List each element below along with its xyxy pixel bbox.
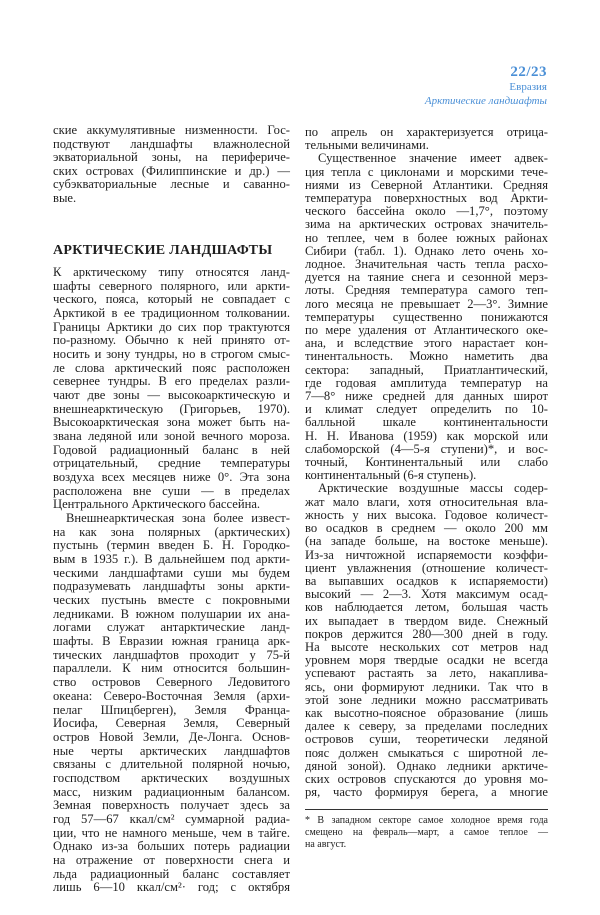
left-column-top: [53, 124, 290, 206]
text-line: ков наблюдается летом, большая часть: [305, 600, 548, 615]
right-column: [305, 126, 548, 799]
text-line: сектора: западный, Приатлантический,: [305, 362, 548, 377]
text-line: Иосифа, Северная Земля, Северный: [53, 716, 290, 731]
text-line: Арктикой в ее традиционном толковании.: [53, 306, 290, 321]
text-line: расположена вне суши — в пределах: [53, 483, 290, 498]
text-line: как высотно-поясное образование (лишь: [305, 705, 548, 720]
text-line: К арктическому типу относятся ланд-: [53, 265, 290, 279]
text-line: шафты северного полярного, или аркти-: [53, 278, 290, 293]
section-heading: АРКТИЧЕСКИЕ ЛАНДШАФТЫ: [53, 243, 273, 258]
subsection-title: Арктические ландшафты: [424, 95, 547, 107]
footnote-line: смещено на февраль—март, а самое теплое —: [305, 827, 548, 838]
text-line: тических ландшафтов проходит у 75-й: [53, 647, 290, 662]
text-line: тинентальность. Можно наметить два: [305, 349, 548, 364]
text-line: Н. Н. Иванова (1959) как морской или: [305, 428, 548, 443]
text-line: островов суши, теоретически ледяной: [305, 732, 548, 747]
text-line: далее к северу, за пределами последних: [305, 719, 548, 734]
text-line: ции, что не намного меньше, чем в тайге.: [53, 825, 290, 840]
text-line: ских островов спускаются до уровня мо-: [305, 771, 548, 786]
footnote-divider: [305, 809, 548, 810]
text-line: ческого, пояса, который не совпадает с: [53, 292, 290, 307]
text-line: ские аккумулятивные низменности. Гос-: [53, 123, 290, 137]
text-line: дуется на таяние снега и сезонной мерз-: [305, 270, 548, 285]
text-line: по мере удаления от Атлантического оке-: [305, 323, 548, 338]
text-line: ря, часто формируя берега, а многие: [305, 785, 548, 800]
text-line: этой зоне ледники можно рассматривать: [305, 692, 548, 707]
footnote-line: * В западном секторе самое холодное время года: [305, 815, 548, 826]
text-line: воздуха всех месяцев ниже 0°. Эта зона: [53, 470, 290, 485]
text-line: год 57—67 ккал/см² суммарной радиа-: [53, 811, 290, 826]
text-line: ана, и вследствие этого нарастает кон-: [305, 336, 548, 351]
text-line: ясь, они формируют ледники. Так что в: [305, 679, 548, 694]
text-line: ческого бассейна около —1,7°, поэтому: [305, 204, 548, 219]
text-line: температура поверхностных вод Аркти-: [305, 191, 548, 206]
text-line: ледниками. В южном полушарии их ана-: [53, 606, 290, 621]
text-line: ческими ландшафтами суши мы будем: [53, 565, 290, 580]
text-line: жат мало влаги, хотя относительная вла-: [305, 494, 548, 509]
text-line: лого месяца не превышает 2—3°. Зимние: [305, 296, 548, 311]
text-line: господством арктических воздушных: [53, 770, 290, 785]
text-line: Сибири (табл. 1). Однако лето очень хо-: [305, 243, 548, 258]
footnote-line: на август.: [305, 839, 347, 850]
text-line: циент увлажнения (отношение количест-: [305, 560, 548, 575]
text-line: лодное. Значительная часть тепла расхо-: [305, 257, 548, 272]
text-line: субэкваториальные лесные и саванно-: [53, 177, 290, 192]
text-line: где годовая амплитуда температур на: [305, 375, 548, 390]
text-line: ческих пустынь вместе с покровными: [53, 593, 290, 608]
text-line: звана ледяной или зоной вечного мороза.: [53, 429, 290, 444]
text-line: экваториальной зоны, на перифериче-: [53, 150, 290, 165]
text-line: ских островах (Филиппинские и др.) —: [53, 163, 290, 178]
text-line: логами служат антарктические ланд-: [53, 620, 290, 635]
text-line: ство островов Северного Ледовитого: [53, 675, 290, 690]
text-line: внешнеарктическую (Григорьев, 1970).: [53, 401, 290, 416]
text-line: лоты. Средняя температура самого теп-: [305, 283, 548, 298]
text-line: успевают растаять за лето, накаплива-: [305, 666, 548, 681]
text-line: пелаг Шпицберген), Земля Франца-: [53, 702, 290, 717]
text-line: на отражение от поверхности снега и: [53, 852, 290, 867]
text-line: лишь 6—10 ккал/см²· год; с октября: [53, 880, 290, 895]
section-title: Евразия: [509, 81, 547, 93]
text-line: Существенное значение имеет адвек-: [318, 151, 548, 166]
text-line: Однако из-за больших потерь радиации: [53, 839, 290, 854]
text-line: континентальный (6-я ступень).: [305, 468, 477, 483]
text-line: чают две зоны — высокоарктическую и: [53, 388, 290, 403]
text-line: но теплее, чем в более южных районах: [305, 230, 548, 245]
text-line: На высоте нескольких сот метров над: [305, 639, 548, 654]
text-line: связаны с длительной полярной ночью,: [53, 757, 290, 772]
page-numbers: 22/23: [510, 64, 547, 80]
text-line: температуры существенно понижаются: [305, 309, 548, 324]
text-line: зима на арктических островах значитель-: [305, 217, 548, 232]
text-line: ва выпавших осадков к испаряемости): [305, 573, 548, 588]
text-line: пустынь (термин введен Б. Н. Городко-: [53, 538, 290, 553]
text-line: остров Новой Земли, Де-Лонга. Основ-: [53, 729, 290, 744]
text-line: ниями из Северной Атлантики. Средняя: [305, 177, 548, 192]
text-line: масс, низким радиационным балансом.: [53, 784, 290, 799]
text-line: Годовой радиационный баланс в ней: [53, 442, 290, 457]
text-line: носить и зону тундры, но в строгом смыс-: [53, 347, 290, 362]
text-line: на как зона полярных (арктических): [53, 524, 290, 539]
text-line: дяной зоной). Однако ледники арктиче-: [305, 758, 548, 773]
text-line: точный, Континентальный или слабо: [305, 455, 548, 470]
text-line: слабоморской (4—5-я ступени)*, и вос-: [305, 441, 548, 456]
text-line: ные черты арктических ландшафтов: [53, 743, 290, 758]
text-line: подразумевать ландшафты зоны аркти-: [53, 579, 290, 594]
text-line: Центрального Арктического бассейна.: [53, 497, 261, 512]
text-line: шафты. В Евразии южная граница арк-: [53, 634, 290, 649]
text-line: ле слова арктический пояс расположен: [53, 360, 290, 375]
text-line: уровнем моря твердые осадки не всегда: [305, 653, 548, 668]
text-line: параллели. К ним относится большин-: [53, 661, 290, 676]
text-line: пояс должен смыкаться с широтной ле-: [305, 745, 548, 760]
text-line: и климат следует определить по 10-: [305, 402, 548, 417]
text-line: жность у них высока. Годовое количест-: [305, 507, 548, 522]
text-line: океана: Северо-Восточная Земля (архи-: [53, 688, 290, 703]
text-line: ция тепла с циклонами и морскими тече-: [305, 164, 548, 179]
text-line: их выпадает в твердом виде. Снежный: [305, 613, 548, 628]
text-line: Границы Арктики до сих пор трактуются: [53, 319, 290, 334]
text-line: тельными величинами.: [305, 138, 429, 153]
text-line: льда радиационный баланс составляет: [53, 866, 290, 881]
running-header: [425, 64, 547, 108]
text-line: (на западе больше, на востоке меньше).: [305, 534, 548, 549]
text-line: по-разному. Обычно к ней принято от-: [53, 333, 290, 348]
text-line: Высокоарктическая зона может быть на-: [53, 415, 290, 430]
text-line: балльной шкале континентальности: [305, 415, 548, 430]
text-line: Внешнеарктическая зона более извест-: [66, 511, 290, 526]
text-line: Арктические воздушные массы содер-: [318, 481, 548, 496]
text-line: Из-за ничтожной испаряемости коэффи-: [305, 547, 548, 562]
text-line: 7—8° ниже средней для данных широт: [305, 389, 548, 404]
footnote: [305, 815, 548, 851]
left-column-body: [53, 266, 290, 895]
text-line: подствуют ландшафты влажнолесной: [53, 136, 290, 151]
text-line: севернее тундры. В его пределах разли-: [53, 374, 290, 389]
text-line: покров держится 280—300 дней в году.: [305, 626, 548, 641]
text-line: Земная поверхность получает здесь за: [53, 798, 290, 813]
text-line: во осадков в среднем — около 200 мм: [305, 521, 548, 536]
text-line: вым в 1935 г.). В дальнейшем под аркти-: [53, 552, 290, 567]
text-line: по апрель он характеризуется отрица-: [305, 125, 548, 139]
text-line: вые.: [53, 190, 77, 205]
text-line: отрицательный, средние температуры: [53, 456, 290, 471]
text-line: высокий — 2—3. Хотя максимум осад-: [305, 587, 548, 602]
